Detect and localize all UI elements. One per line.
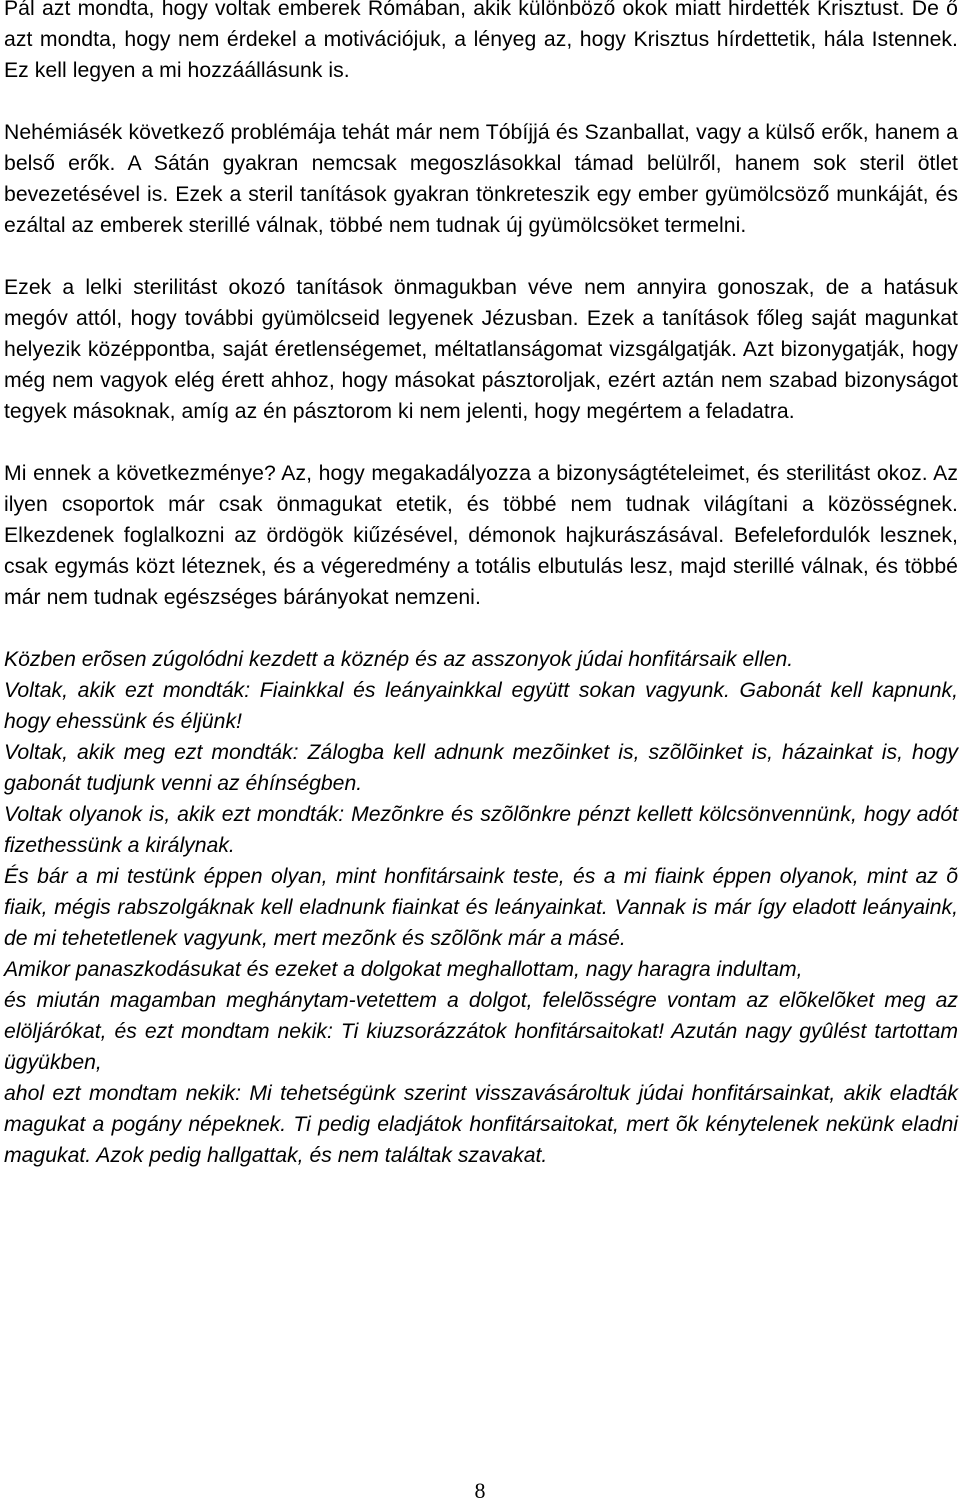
bible-verse: Voltak, akik meg ezt mondták: Zálogba kell adnunk mezõinket is, szõlõinket is, házainkat is, hogy gabonát tudjunk venni az éhínségben.	[4, 741, 958, 795]
bible-passage	[4, 644, 958, 1171]
bible-verse: Amikor panaszkodásukat és ezeket a dolgokat meghallottam, nagy haragra indultam,	[4, 958, 803, 981]
bible-verse: ahol ezt mondtam nekik: Mi tehetségünk szerint visszavásároltuk júdai honfitársainkat, akik eladták magukat a pogány népeknek. Ti pedig eladjátok honfitársaitokat, mert õk kénytelenek nekünk eladni magukat. Azok pedig hallgattak, és nem találtak szavakat.	[4, 1082, 958, 1167]
document-page	[4, 0, 958, 1171]
bible-verse: Voltak, akik ezt mondták: Fiainkkal és leányainkkal együtt sokan vagyunk. Gabonát kell kapnunk, hogy ehessünk és éljünk!	[4, 679, 958, 733]
bible-verse: Voltak olyanok is, akik ezt mondták: Mezõnkre és szõlõnkre pénzt kellett kölcsönvennünk, hogy adót fizethessünk a királynak.	[4, 803, 958, 857]
paragraph-sterile-teachings: Ezek a lelki sterilitást okozó tanítások önmagukban véve nem annyira gonoszak, de a hatásuk megóv attól, hogy további gyümölcseid legyenek Jézusban. Ezek a tanítások főleg saját magunkat helyezik középpontba, saját éretlenségemet, méltatlanságomat vizsgálgatják. Azt bizonygatják, hogy még nem vagyok elég érett ahhoz, hogy másokat pásztoroljak, ezért aztán nem szabad bizonyságot tegyek másoknak, amíg az én pásztorom ki nem jelenti, hogy megértem a feladatra.	[4, 276, 958, 423]
bible-verse: és miután magamban meghánytam-vetettem a dolgot, felelõsségre vontam az elõkelõket meg az elöljárókat, és ezt mondtam nekik: Ti kiuzsorázzátok honfitársaitokat! Azután nagy gyûlést tartottam ügyükben,	[4, 989, 958, 1074]
bible-verse: Közben erõsen zúgolódni kezdett a köznép és az asszonyok júdai honfitársaik ellen.	[4, 648, 794, 671]
paragraph-nehemiah-problem: Nehémiásék következő problémája tehát már nem Tóbíjjá és Szanballat, vagy a külső erők, hanem a belső erők. A Sátán gyakran nemcsak megoszlásokkal támad belülről, hanem sok steril ötlet bevezetésével is. Ezek a steril tanítások gyakran tönkreteszik egy ember gyümölcsöző munkáját, és ezáltal az emberek sterillé válnak, többé nem tudnak új gyümölcsöket termelni.	[4, 121, 958, 237]
paragraph-consequence: Mi ennek a következménye? Az, hogy megakadályozza a bizonyságtételeimet, és sterilitást okoz. Az ilyen csoportok már csak önmagukat etetik, és többé nem tudnak világítani a közösségnek. Elkezdenek foglalkozni az ördögök kiűzésével, démonok hajkurászásával. Befelefordulók lesznek, csak egymás közt léteznek, és a végeredmény a totális elbutulás lesz, majd sterillé válnak, és többé már nem tudnak egészséges bárányokat nemzeni.	[4, 462, 958, 609]
paragraph-paul-rome: Pál azt mondta, hogy voltak emberek Rómában, akik különböző okok miatt hirdették Krisztust. De ő azt mondta, hogy nem érdekel a motivációjuk, a lényeg az, hogy Krisztus hírdettetik, hála Istennek. Ez kell legyen a mi hozzáállásunk is.	[4, 0, 958, 82]
page-number: 8	[474, 1478, 486, 1503]
bible-verse: És bár a mi testünk éppen olyan, mint honfitársaink teste, és a mi fiaink éppen olyanok, mint az õ fiaik, mégis rabszolgáknak kell eladnunk fiainkat és leányainkat. Vannak is már így eladott leányaink, de mi tehetetlenek vagyunk, mert mezõnk és szõlõnk már a másé.	[4, 865, 958, 950]
